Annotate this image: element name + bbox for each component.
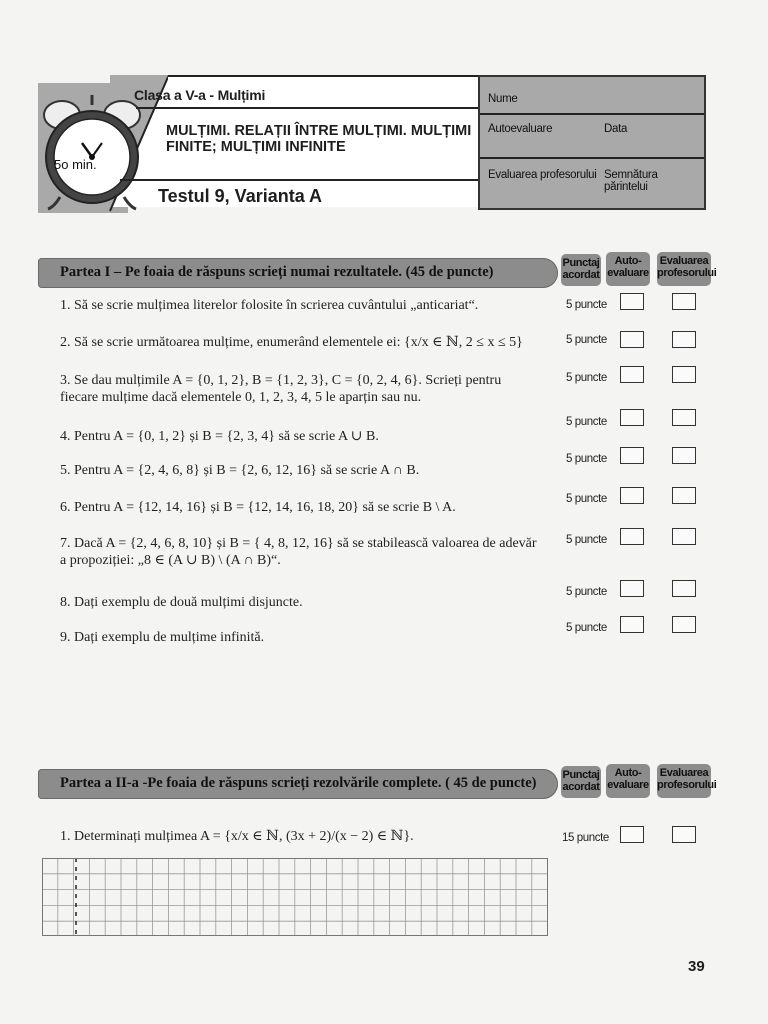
header-fields-panel (478, 75, 706, 210)
clock-duration-label: 5o min. (54, 157, 97, 172)
field-evaluarea-profesorului: Evaluarea profesorului (488, 169, 597, 181)
header-rule (120, 179, 478, 181)
question-8: 8. Dați exemplu de două mulțimi disjuncte. (60, 595, 303, 610)
field-divider (480, 113, 704, 115)
question-4: 4. Pentru A = {0, 1, 2} și B = {2, 3, 4} să se scrie A ∪ B. (60, 429, 379, 444)
field-divider (480, 157, 704, 159)
test-title: MULȚIMI. RELAȚII ÎNTRE MULȚIMI. MULȚIMI FINITE; MULȚIMI INFINITE (166, 123, 472, 155)
question-6: 6. Pentru A = {12, 14, 16} și B = {12, 14, 16, 18, 20} să se scrie B \ A. (60, 500, 456, 515)
question-1-points: 5 puncte (566, 299, 607, 311)
answer-grid[interactable] (42, 858, 548, 936)
evaluare-profesor-box[interactable] (672, 293, 696, 310)
col-head-punctaj: Punctaj acordat (561, 254, 601, 286)
question-1: 1. Să se scrie mulțimea literelor folosite în scrierea cuvântului „anticariat“. (60, 298, 479, 313)
autoevaluare-box[interactable] (620, 487, 644, 504)
evaluare-profesor-box[interactable] (672, 409, 696, 426)
autoevaluare-box[interactable] (620, 826, 644, 843)
autoevaluare-box[interactable] (620, 366, 644, 383)
col-head-autoevaluare: Auto-evaluare (606, 252, 650, 286)
question-5-points: 5 puncte (566, 453, 607, 465)
col-head-evaluarea-profesorului: Evaluarea profesorului (657, 252, 711, 286)
evaluare-profesor-box[interactable] (672, 580, 696, 597)
col-head-evaluarea-profesorului: Evaluarea profesorului (657, 764, 711, 798)
question-3-points: 5 puncte (566, 372, 607, 384)
question-4-points: 5 puncte (566, 416, 607, 428)
field-nume: Nume (488, 93, 518, 105)
col-head-autoevaluare: Auto-evaluare (606, 764, 650, 798)
class-label: Clasa a V-a - Mulțimi (134, 87, 266, 103)
alarm-clock-icon (40, 87, 144, 211)
field-data: Data (604, 123, 628, 135)
autoevaluare-box[interactable] (620, 616, 644, 633)
question-6-points: 5 puncte (566, 493, 607, 505)
field-autoevaluare: Autoevaluare (488, 123, 553, 135)
test-name: Testul 9, Varianta A (158, 186, 323, 206)
part2-question-1: 1. Determinați mulțimea A = {x/x ∈ ℕ, (3x + 2)/(x − 2) ∈ ℕ}. (60, 829, 414, 844)
autoevaluare-box[interactable] (620, 447, 644, 464)
question-7-points: 5 puncte (566, 534, 607, 546)
evaluare-profesor-box[interactable] (672, 616, 696, 633)
autoevaluare-box[interactable] (620, 293, 644, 310)
autoevaluare-box[interactable] (620, 528, 644, 545)
evaluare-profesor-box[interactable] (672, 331, 696, 348)
field-semnatura-parintelui: Semnătura părintelui (604, 169, 658, 193)
question-2: 2. Să se scrie următoarea mulțime, enumerând elementele ei: {x/x ∈ ℕ, 2 ≤ x ≤ 5} (60, 335, 523, 350)
evaluare-profesor-box[interactable] (672, 826, 696, 843)
autoevaluare-box[interactable] (620, 409, 644, 426)
header-rule (136, 107, 478, 109)
evaluare-profesor-box[interactable] (672, 447, 696, 464)
question-2-points: 5 puncte (566, 334, 607, 346)
question-7: 7. Dacă A = {2, 4, 6, 8, 10} și B = { 4, 8, 12, 16} să se stabilească valoarea de adevăr a propoziției: „8 ∈ (A ∪ B) \ (A ∩ B)“. (60, 536, 537, 568)
part1-title-bar (38, 258, 558, 288)
autoevaluare-box[interactable] (620, 331, 644, 348)
part1-title: Partea I – Pe foaia de răspuns scrieți numai rezultatele. (45 de puncte) (60, 264, 494, 280)
col-head-punctaj: Punctaj acordat (561, 766, 601, 798)
part2-title-bar (38, 769, 558, 799)
question-5: 5. Pentru A = {2, 4, 6, 8} și B = {2, 6, 12, 16} să se scrie A ∩ B. (60, 463, 420, 478)
question-9-points: 5 puncte (566, 622, 607, 634)
evaluare-profesor-box[interactable] (672, 366, 696, 383)
test-header (38, 75, 706, 213)
question-9: 9. Dați exemplu de mulțime infinită. (60, 630, 265, 645)
evaluare-profesor-box[interactable] (672, 487, 696, 504)
autoevaluare-box[interactable] (620, 580, 644, 597)
part2-question-1-points: 15 puncte (562, 832, 609, 844)
question-3: 3. Se dau mulțimile A = {0, 1, 2}, B = {1, 2, 3}, C = {0, 2, 4, 6}. Scrieți pentru fiecare mulțime dacă elementele 0, 1, 2, 3, 4, 5 le aparțin sau nu. (60, 373, 502, 405)
part2-title: Partea a II-a -Pe foaia de răspuns scrieți rezolvările complete. ( 45 de puncte) (60, 775, 537, 791)
page-number: 39 (688, 958, 705, 975)
question-8-points: 5 puncte (566, 586, 607, 598)
evaluare-profesor-box[interactable] (672, 528, 696, 545)
